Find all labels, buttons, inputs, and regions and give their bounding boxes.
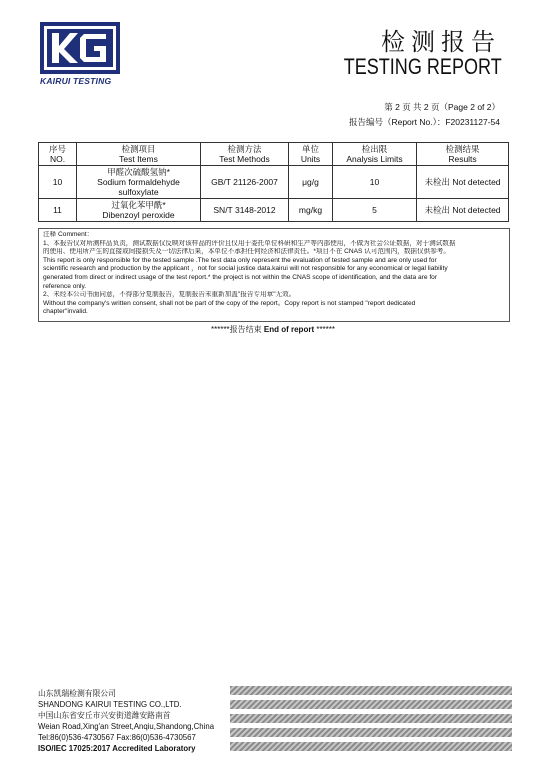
table-row — [39, 166, 509, 199]
table-row — [39, 199, 509, 222]
header-test-items: 检测项目 Test Items — [77, 143, 201, 166]
header-results: 检测结果 Results — [417, 143, 509, 166]
header-units: 单位 Units — [289, 143, 333, 166]
cell-method: GB/T 21126-2007 — [201, 166, 289, 199]
company-name-cn: 山东凯瑞检测有限公司 — [38, 689, 116, 698]
end-of-report: ******报告结束 End of report ****** — [210, 325, 336, 334]
comment-line: 1、本报告仅对所测样品负责，测试数据仅反映对该样品的评价且仅用于委托单位科研和生产等内部使用，不做为社会公证数据，对于测试数据 — [43, 239, 456, 247]
header-no: 序号 NO. — [39, 143, 77, 166]
header-analysis-limits: 检出限 Analysis Limits — [333, 143, 417, 166]
logo-text: KAIRUI TESTING — [40, 76, 112, 86]
table-header-row — [39, 143, 509, 166]
comment-line: scientific research and production by the applicant ，not for social justice data.kairui will not responsible for any economical or legal liability — [43, 265, 448, 273]
kairui-logo-icon — [40, 22, 120, 74]
company-logo — [40, 22, 120, 88]
cell-test-item: 甲醛次硫酸氢钠* Sodium formaldehyde sulfoxylate — [77, 166, 201, 199]
report-title-cn: 检测报告 — [381, 28, 501, 56]
page-number: 第 2 页 共 2 页（Page 2 of 2） — [384, 102, 500, 112]
cell-limit: 5 — [333, 199, 417, 222]
cell-unit: mg/kg — [289, 199, 333, 222]
address-en: Weian Road,Xing'an Street,Anqiu,Shandong,China — [38, 722, 215, 731]
cell-limit: 10 — [333, 166, 417, 199]
cell-no: 11 — [39, 199, 77, 222]
cell-result: 未检出 Not detected — [417, 166, 509, 199]
comment-line: 注释 Comment： — [43, 231, 94, 238]
cell-test-item: 过氧化苯甲酰* Dibenzoyl peroxide — [77, 199, 201, 222]
cell-result: 未检出 Not detected — [417, 199, 509, 222]
company-name-en: SHANDONG KAIRUI TESTING CO.,LTD. — [38, 700, 182, 709]
cell-unit: μg/g — [289, 166, 333, 199]
report-title-en: TESTING REPORT — [343, 54, 502, 79]
contact-info: Tel:86(0)536-4730567 Fax:86(0)536-4730567 — [38, 733, 196, 742]
cell-method: SN/T 3148-2012 — [201, 199, 289, 222]
comment-line: 2、未经本公司书面同意，不得部分复制报告，复制报告未重新加盖"报告专用章"无效。 — [43, 291, 296, 299]
comment-line: reference only. — [43, 282, 87, 290]
comment-line: Without the company's written consent, shall not be part of the copy of the report。Copy report is not stamped "report dedicated — [43, 299, 416, 307]
report-number: 报告编号（Report No.）：F20231127-54 — [348, 117, 500, 127]
comment-line: chapter"invalid. — [43, 308, 88, 316]
results-table — [38, 142, 509, 222]
cell-no: 10 — [39, 166, 77, 199]
comment-line: generated from direct or indirect usage of the test report.* the project is not within the CNAS scope of identification, and the data are for — [43, 273, 438, 281]
comment-box — [38, 228, 510, 322]
comment-line: 的使用、使用所产生的直接或间接损失及一切法律后果，本单位不承担任何经济和法律责任。*项目不在 CNAS 认可范围内，数据仅供参考。 — [43, 248, 450, 256]
decorative-stripes — [230, 686, 512, 754]
comment-line: This report is only responsible for the tested sample .The test data only represent the evaluation of tested sample and are only used for — [43, 256, 437, 264]
footer-address — [38, 688, 214, 754]
address-cn: 中国山东省安丘市兴安街道潍安路南首 — [38, 711, 171, 720]
accreditation: ISO/IEC 17025:2017 Accredited Laboratory — [38, 744, 196, 753]
header-test-methods: 检测方法 Test Methods — [201, 143, 289, 166]
